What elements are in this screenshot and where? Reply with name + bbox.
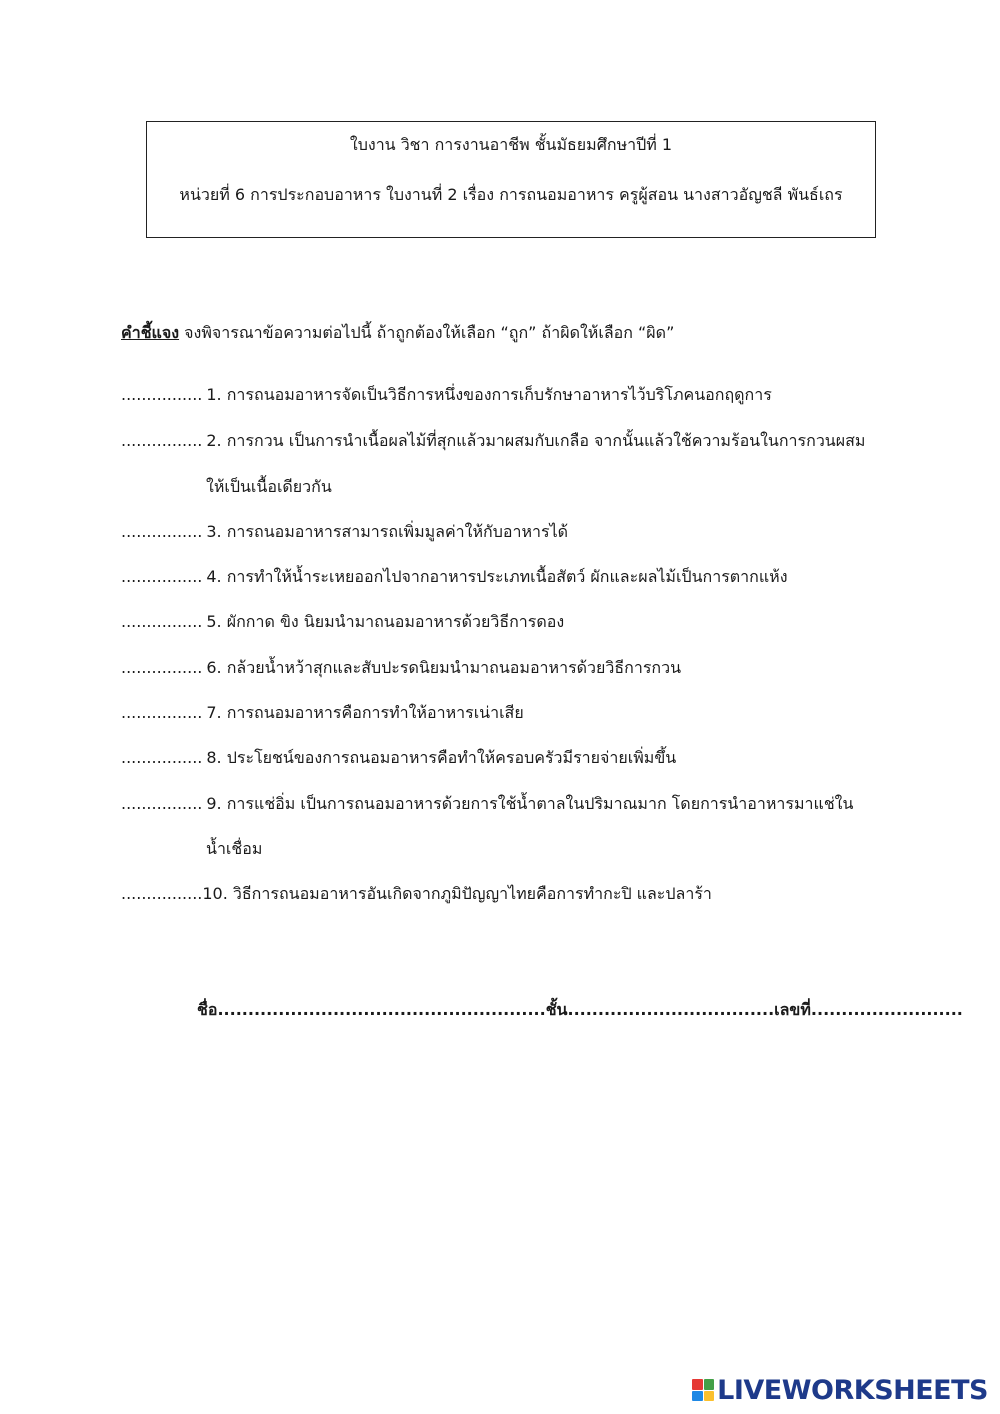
question-item <box>121 656 681 680</box>
question-item <box>121 701 524 725</box>
answer-blank[interactable]: ................ <box>121 748 203 767</box>
question-text: การกวน เป็นการนำเนื้อผลไม้ที่สุกแล้วมาผสมกับเกลือ จากนั้นแล้วใช้ความร้อนในการกวนผสม <box>226 431 866 450</box>
liveworksheets-brand <box>692 1374 988 1406</box>
question-number: 5. <box>206 612 222 631</box>
class-label: ชั้น <box>545 1000 568 1019</box>
question-number: 8. <box>206 748 222 767</box>
question-number: 2. <box>206 431 222 450</box>
question-number: 9. <box>206 794 222 813</box>
answer-blank[interactable]: ................ <box>121 522 203 541</box>
question-item <box>121 792 853 816</box>
question-item <box>121 429 865 453</box>
question-number: 4. <box>206 567 222 586</box>
question-item <box>121 565 788 589</box>
answer-blank[interactable]: ................ <box>121 703 203 722</box>
liveworksheets-logo-icon <box>692 1379 714 1401</box>
student-info-line <box>197 998 963 1022</box>
number-label: เลขที่ <box>774 1000 811 1019</box>
answer-blank[interactable]: ................ <box>121 794 203 813</box>
question-text: การถนอมอาหารสามารถเพิ่มมูลค่าให้กับอาหารได้ <box>226 522 569 541</box>
question-text: กล้วยน้ำหว้าสุกและสับปะรดนิยมนำมาถนอมอาหารด้วยวิธีการกวน <box>226 658 682 677</box>
question-item <box>121 882 712 906</box>
question-text-continued: ให้เป็นเนื้อเดียวกัน <box>206 477 332 496</box>
question-text: วิธีการถนอมอาหารอันเกิดจากภูมิปัญญาไทยคือการทำกะปิ และปลาร้า <box>232 884 712 903</box>
class-blank[interactable]: .................................. <box>567 1000 775 1019</box>
question-item <box>121 520 568 544</box>
question-text: การถนอมอาหารจัดเป็นวิธีการหนึ่งของการเก็บรักษาอาหารไว้บริโภคนอกฤดูการ <box>226 385 772 404</box>
header-unit-line: หน่วยที่ 6 การประกอบอาหาร ใบงานที่ 2 เรื่อง การถนอมอาหาร ครูผู้สอน นางสาวอัญชลี พันธ์เถร <box>179 185 843 204</box>
brand-text: LIVEWORKSHEETS <box>717 1374 988 1406</box>
question-text: ผักกาด ขิง นิยมนำมาถนอมอาหารด้วยวิธีการดอง <box>226 612 565 631</box>
header-subject-line: ใบงาน วิชา การงานอาชีพ ชั้นมัธยมศึกษาปีที่ 1 <box>349 135 673 154</box>
name-label: ชื่อ <box>197 1000 218 1019</box>
question-text-continued: น้ำเชื่อม <box>206 839 263 858</box>
question-text: การทำให้น้ำระเหยออกไปจากอาหารประเภทเนื้อสัตว์ ผักและผลไม้เป็นการตากแห้ง <box>226 567 788 586</box>
question-number: 3. <box>206 522 222 541</box>
worksheet-header-box <box>146 121 876 238</box>
question-item <box>121 610 564 634</box>
question-number: 6. <box>206 658 222 677</box>
answer-blank[interactable]: ................ <box>121 431 203 450</box>
name-blank[interactable]: ...................................................... <box>217 1000 546 1019</box>
instruction-label: คำชี้แจง <box>121 323 180 342</box>
question-number: 10. <box>202 884 228 903</box>
instruction-text: จงพิจารณาข้อความต่อไปนี้ ถ้าถูกต้องให้เลือก “ถูก” ถ้าผิดให้เลือก “ผิด” <box>179 323 675 342</box>
number-blank[interactable]: ......................... <box>810 1000 963 1019</box>
instruction <box>121 321 674 345</box>
question-text: การถนอมอาหารคือการทำให้อาหารเน่าเสีย <box>226 703 524 722</box>
answer-blank[interactable]: ................ <box>121 658 203 677</box>
answer-blank[interactable]: ................ <box>121 385 203 404</box>
answer-blank[interactable]: ................ <box>121 567 203 586</box>
answer-blank[interactable]: ................ <box>121 884 203 903</box>
answer-blank[interactable]: ................ <box>121 612 203 631</box>
question-text: การแช่อิ่ม เป็นการถนอมอาหารด้วยการใช้น้ำตาลในปริมาณมาก โดยการนำอาหารมาแช่ใน <box>226 794 854 813</box>
question-number: 1. <box>206 385 222 404</box>
question-item <box>121 746 676 770</box>
question-text: ประโยชน์ของการถนอมอาหารคือทำให้ครอบครัวมีรายจ่ายเพิ่มขึ้น <box>226 748 677 767</box>
question-item <box>121 383 772 407</box>
question-number: 7. <box>206 703 222 722</box>
